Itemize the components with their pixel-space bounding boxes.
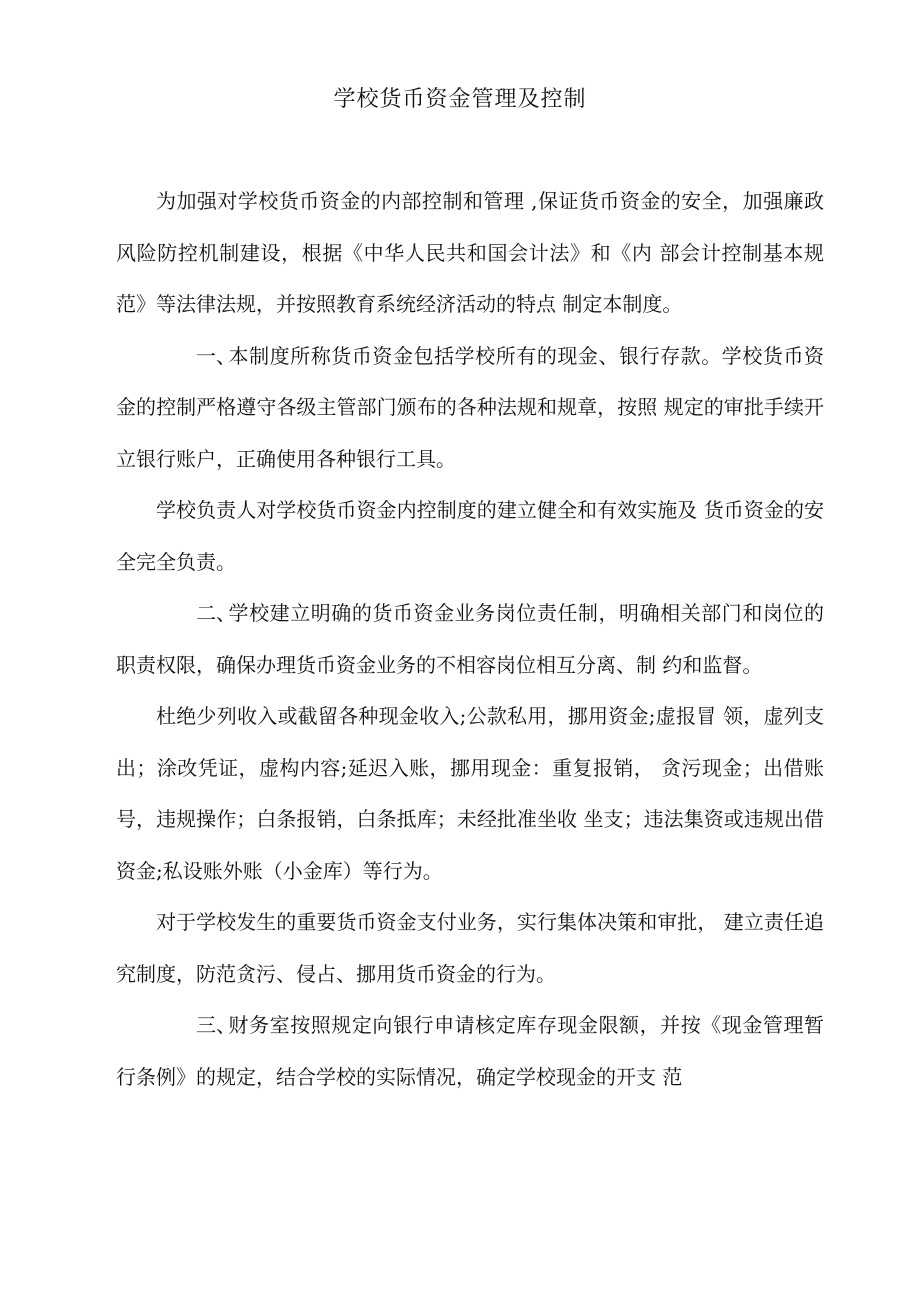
paragraph-prohibitions <box>116 691 824 897</box>
document-body <box>116 176 824 1103</box>
paragraph-responsibility <box>116 485 824 588</box>
paragraph-text: 财务室按照规定向银行申请核定库存现金限额，并按《现金管理暂行条例》的规定，结合学校的实际情况，确定学校现金的开支 范 <box>116 1013 824 1089</box>
paragraph-text: 对于学校发生的重要货币资金支付业务，实行集体决策和审批， 建立责任追究制度，防范贪污、侵占、挪用货币资金的行为。 <box>116 910 824 986</box>
article-number: 一、 <box>196 343 236 368</box>
article-number: 二、 <box>196 601 236 625</box>
paragraph-collective-decision <box>116 897 824 1000</box>
paragraph-article-1 <box>116 331 824 486</box>
paragraph-text: 学校建立明确的货币资金业务岗位责任制，明确相关部门和岗位的职责权限，确保办理货币资金业务的不相容岗位相互分离、制 约和监督。 <box>116 601 824 677</box>
article-number: 三、 <box>196 1013 236 1037</box>
paragraph-text: 本制度所称货币资金包括学校所有的现金、银行存款。学校货币资金的控制严格遵守各级主管部门颁布的各种法规和规章，按照 规定的审批手续开立银行账户，正确使用各种银行工具。 <box>116 343 824 471</box>
page-title: 学校货币资金管理及控制 <box>333 87 587 112</box>
paragraph-text: 学校负责人对学校货币资金内控制度的建立健全和有效实施及 货币资金的安全完全负责。 <box>116 498 824 574</box>
paragraph-text: 为加强对学校货币资金的内部控制和管理 ,保证货币资金的安全，加强廉政风险防控机制建设，根据《中华人民共和国会计法》和《内 部会计控制基本规范》等法律法规，并按照教育系统经济活动的特点 制定本制度。 <box>116 189 824 316</box>
paragraph-text: 杜绝少列收入或截留各种现金收入;公款私用，挪用资金;虚报冒 领，虚列支出；涂改凭证，虚构内容;延迟入账，挪用现金：重复报销， 贪污现金；出借账号，违规操作；白条报销，白条抵库；未经批准坐收 坐支；违法集资或违规出借资金;私设账外账（小金库）等行为。 <box>116 704 824 883</box>
paragraph-article-2 <box>116 588 824 691</box>
paragraph-article-3 <box>116 1000 824 1103</box>
paragraph-intro <box>116 176 824 331</box>
